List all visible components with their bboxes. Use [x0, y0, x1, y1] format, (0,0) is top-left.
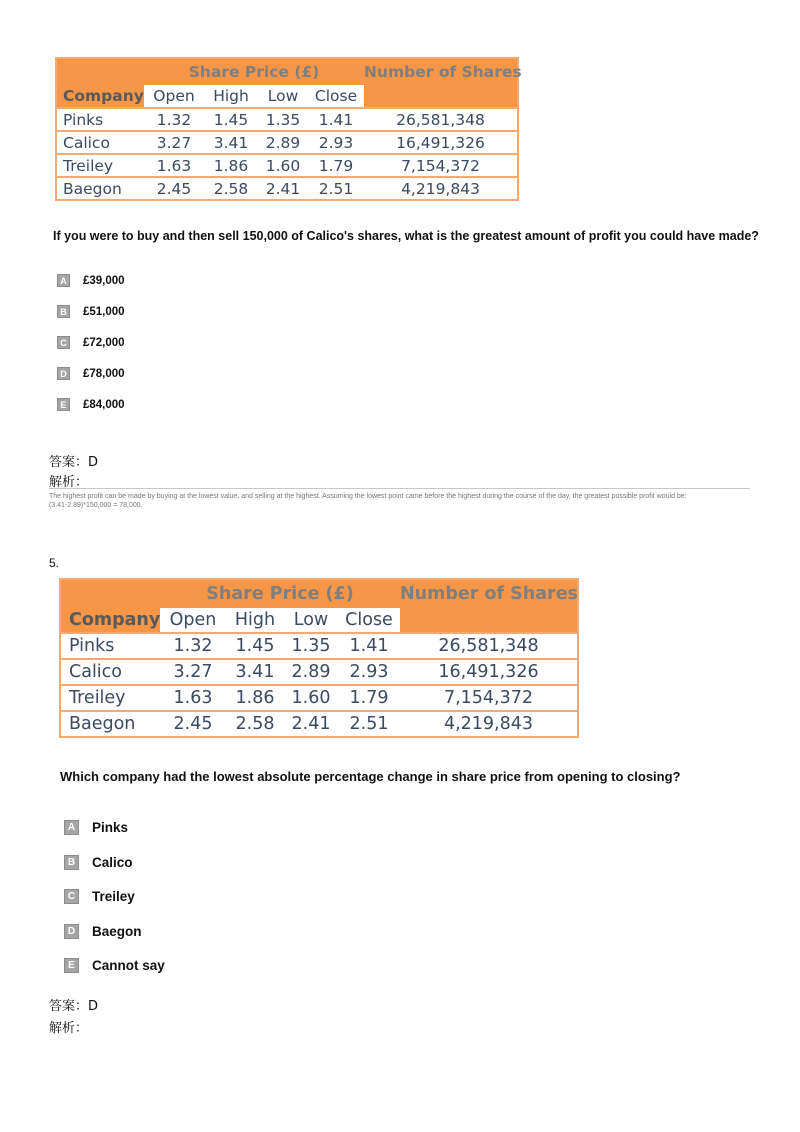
column-header: Open [144, 85, 204, 108]
option-letter-badge: D [57, 367, 70, 380]
answer-option-d[interactable] [64, 924, 142, 939]
price-cell: 2.45 [160, 711, 226, 737]
answer-option-a[interactable] [64, 820, 128, 835]
price-cell: 1.63 [160, 685, 226, 711]
company-name: Pinks [60, 633, 160, 659]
option-text: £84,000 [83, 398, 125, 411]
option-text: Cannot say [92, 958, 165, 973]
company-name: Baegon [60, 711, 160, 737]
option-letter-badge: A [57, 274, 70, 287]
option-letter-badge: A [64, 820, 79, 835]
column-header: Low [284, 608, 338, 633]
shares-cell: 26,581,348 [364, 108, 518, 131]
company-header: Company [60, 608, 160, 633]
answer-option-c[interactable] [57, 336, 125, 349]
option-text: £39,000 [83, 274, 125, 287]
option-letter-badge: B [64, 855, 79, 870]
column-header: Close [308, 85, 364, 108]
question-text: Which company had the lowest absolute percentage change in share price from opening to closing? [60, 769, 681, 784]
explanation-line: (3.41-2.89)*150,000 = 78,000. [49, 502, 143, 509]
price-cell: 2.45 [144, 177, 204, 200]
shares-cell: 4,219,843 [400, 711, 578, 737]
column-header: High [226, 608, 284, 633]
price-cell: 1.86 [204, 154, 258, 177]
option-letter-badge: E [57, 398, 70, 411]
price-cell: 1.32 [160, 633, 226, 659]
analysis-label: 解析： [49, 475, 89, 490]
company-name: Pinks [56, 108, 144, 131]
option-text: £78,000 [83, 367, 125, 380]
price-cell: 1.45 [204, 108, 258, 131]
price-cell: 1.79 [338, 685, 400, 711]
answer-label: 答案：D [49, 455, 99, 470]
price-cell: 2.89 [258, 131, 308, 154]
table-row [60, 711, 578, 737]
price-cell: 2.41 [258, 177, 308, 200]
option-letter-badge: C [57, 336, 70, 349]
number-of-shares-header: Number of Shares [400, 579, 578, 633]
price-cell: 1.45 [226, 633, 284, 659]
price-cell: 2.89 [284, 659, 338, 685]
question-number: 5. [49, 556, 60, 570]
price-cell: 3.27 [160, 659, 226, 685]
price-cell: 3.41 [226, 659, 284, 685]
price-cell: 1.60 [258, 154, 308, 177]
option-letter-badge: C [64, 889, 79, 904]
table-row [56, 108, 518, 131]
share-price-table [59, 578, 579, 738]
table-row [60, 685, 578, 711]
company-name: Treiley [56, 154, 144, 177]
share-price-table [55, 57, 522, 201]
option-letter-badge: D [64, 924, 79, 939]
column-header: Open [160, 608, 226, 633]
option-letter-badge: E [64, 958, 79, 973]
shares-cell: 7,154,372 [400, 685, 578, 711]
price-cell: 3.41 [204, 131, 258, 154]
option-letter-badge: B [57, 305, 70, 318]
table-row [56, 154, 518, 177]
price-cell: 1.63 [144, 154, 204, 177]
company-name: Baegon [56, 177, 144, 200]
price-cell: 2.58 [226, 711, 284, 737]
answer-label: 答案：D [49, 999, 99, 1014]
answer-option-c[interactable] [64, 889, 135, 904]
price-cell: 2.93 [338, 659, 400, 685]
explanation-text [49, 492, 749, 510]
price-cell: 2.51 [308, 177, 364, 200]
price-cell: 2.41 [284, 711, 338, 737]
price-cell: 3.27 [144, 131, 204, 154]
shares-cell: 16,491,326 [364, 131, 518, 154]
price-cell: 2.58 [204, 177, 258, 200]
price-cell: 1.79 [308, 154, 364, 177]
company-name: Calico [56, 131, 144, 154]
share-price-header: Share Price (£) [160, 579, 400, 608]
shares-cell: 16,491,326 [400, 659, 578, 685]
price-cell: 1.41 [308, 108, 364, 131]
column-header: High [204, 85, 258, 108]
option-text: £51,000 [83, 305, 125, 318]
option-text: Pinks [92, 820, 129, 835]
price-cell: 1.32 [144, 108, 204, 131]
price-cell: 1.35 [258, 108, 308, 131]
price-cell: 1.41 [338, 633, 400, 659]
divider [49, 488, 750, 489]
table-row [60, 659, 578, 685]
analysis-label: 解析： [49, 1021, 89, 1036]
option-text: Calico [92, 855, 133, 870]
price-cell: 1.60 [284, 685, 338, 711]
question-text: If you were to buy and then sell 150,000 of Calico's shares, what is the greatest amount of profit you could have made? [53, 229, 759, 243]
option-text: Baegon [92, 924, 142, 939]
share-price-header: Share Price (£) [144, 58, 364, 85]
table-row [56, 177, 518, 200]
shares-cell: 26,581,348 [400, 633, 578, 659]
price-cell: 2.93 [308, 131, 364, 154]
answer-option-e[interactable] [64, 958, 165, 973]
explanation-line: The highest profit can be made by buying at the lowest value, and selling at the highest. Assuming the lowest point came before the highest during the course of the day, the greatest possible profit would be: [49, 493, 687, 500]
number-of-shares-header: Number of Shares [364, 58, 518, 108]
company-header: Company [56, 85, 144, 108]
option-text: £72,000 [83, 336, 125, 349]
answer-option-e[interactable] [57, 398, 125, 411]
company-name: Treiley [60, 685, 160, 711]
table-row [60, 633, 578, 659]
option-text: Treiley [92, 889, 135, 904]
answer-option-a[interactable] [57, 274, 125, 287]
shares-cell: 7,154,372 [364, 154, 518, 177]
table-row [56, 131, 518, 154]
answer-option-b[interactable] [64, 855, 133, 870]
price-cell: 2.51 [338, 711, 400, 737]
shares-cell: 4,219,843 [364, 177, 518, 200]
column-header: Close [338, 608, 400, 633]
company-name: Calico [60, 659, 160, 685]
answer-option-b[interactable] [57, 305, 125, 318]
price-cell: 1.86 [226, 685, 284, 711]
answer-option-d[interactable] [57, 367, 125, 380]
column-header: Low [258, 85, 308, 108]
price-cell: 1.35 [284, 633, 338, 659]
